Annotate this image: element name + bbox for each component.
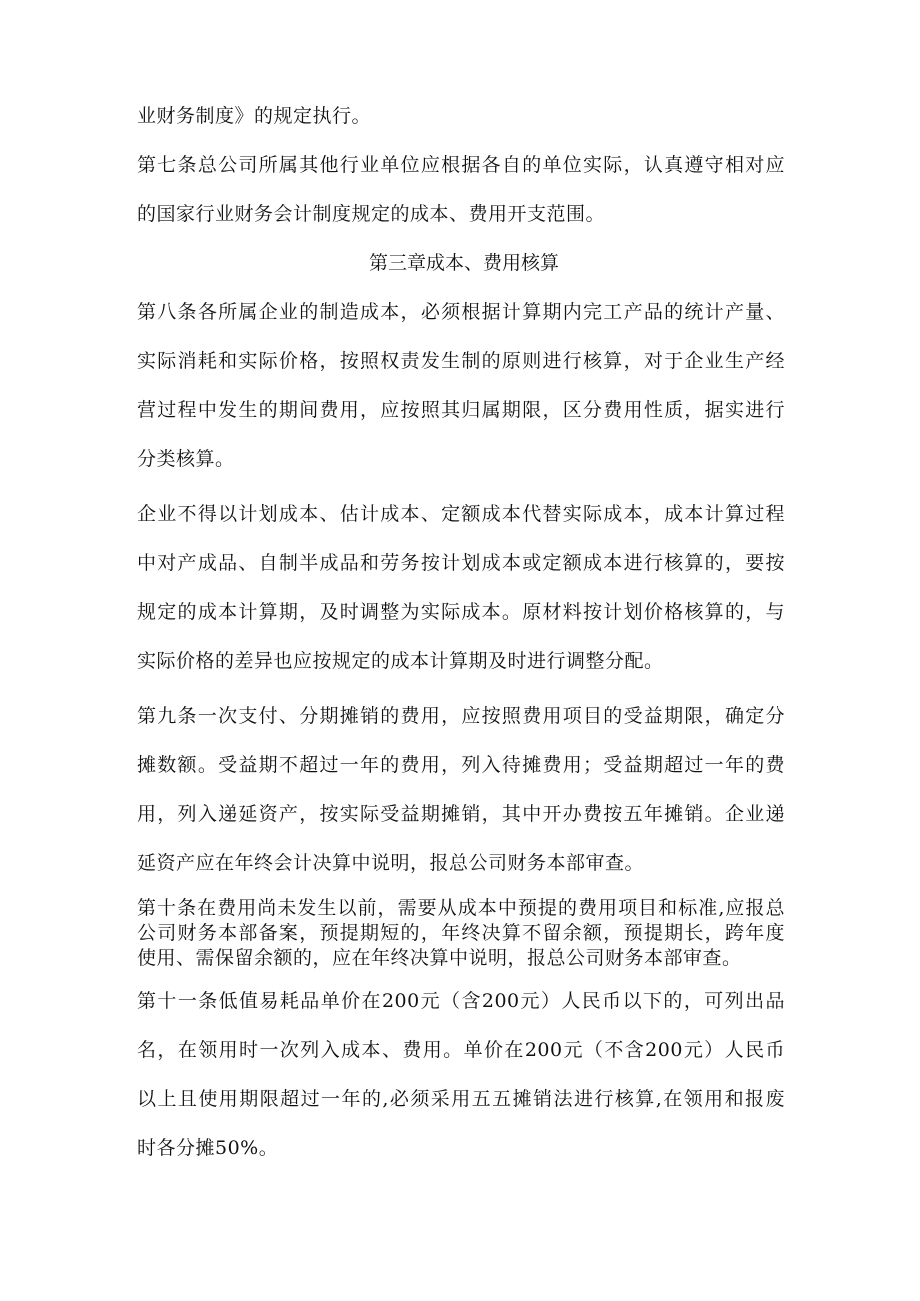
- text-line: 企业不得以计划成本、估计成本、定额成本代替实际成本，成本计算过程: [137, 503, 785, 525]
- text-line: 时各分摊50%。: [137, 1137, 279, 1159]
- text-line: 的国家行业财务会计制度规定的成本、费用开支范围。: [137, 203, 606, 225]
- article-7-paragraph: [137, 141, 785, 239]
- text-line: 营过程中发生的期间费用，应按照其归属期限，区分费用性质，据实进行: [137, 399, 785, 421]
- text-line: 实际消耗和实际价格，按照权责发生制的原则进行核算，对于企业生产经: [137, 350, 785, 372]
- text-line: 分类核算。: [137, 448, 235, 470]
- article-11-paragraph: [137, 977, 785, 1173]
- paragraph-continuation: [137, 92, 785, 141]
- text-line: 实际价格的差异也应按规定的成本计算期及时进行调整分配。: [137, 650, 664, 672]
- article-10-paragraph: [137, 888, 785, 977]
- text-line: 延资产应在年终会计决算中说明，报总公司财务本部审查。: [137, 852, 645, 874]
- text-line: 中对产成品、自制半成品和劳务按计划成本或定额成本进行核算的，要按: [137, 552, 785, 574]
- text-line: 业财务制度》的规定执行。: [137, 105, 372, 127]
- text-line: 规定的成本计算期，及时调整为实际成本。原材料按计划价格核算的，与: [137, 601, 785, 623]
- text-line: 第七条总公司所属其他行业单位应根据各自的单位实际，认真遵守相对应: [137, 154, 785, 176]
- text-line: 使用、需保留余额的，应在年终决算中说明，报总公司财务本部审查。: [137, 947, 742, 969]
- article-9-paragraph: [137, 692, 785, 888]
- cost-calculation-paragraph: [137, 490, 785, 686]
- text-line: 以上且使用期限超过一年的,必须采用五五摊销法进行核算,在领用和报废: [137, 1088, 785, 1110]
- chapter-heading: 第三章成本、费用核算: [368, 252, 559, 274]
- text-line: 摊数额。受益期不超过一年的费用，列入待摊费用；受益期超过一年的费: [137, 754, 785, 776]
- text-line: 第九条一次支付、分期摊销的费用，应按照费用项目的受益期限，确定分: [137, 705, 785, 727]
- article-8-paragraph: [137, 288, 785, 484]
- text-line: 用，列入递延资产，按实际受益期摊销，其中开办费按五年摊销。企业递: [137, 803, 785, 825]
- text-line: 第十一条低值易耗品单价在200元（含200元）人民币以下的，可列出品: [137, 990, 785, 1012]
- text-line: 公司财务本部备案，预提期短的，年终决算不留余额，预提期长，跨年度: [137, 922, 785, 944]
- document-page: [137, 92, 785, 1173]
- text-line: 第八条各所属企业的制造成本，必须根据计算期内完工产品的统计产量、: [137, 301, 785, 323]
- text-line: 第十条在费用尚未发生以前，需要从成本中预提的费用项目和标准,应报总: [137, 897, 785, 919]
- text-line: 名，在领用时一次列入成本、费用。单价在200元（不含200元）人民币: [137, 1039, 785, 1061]
